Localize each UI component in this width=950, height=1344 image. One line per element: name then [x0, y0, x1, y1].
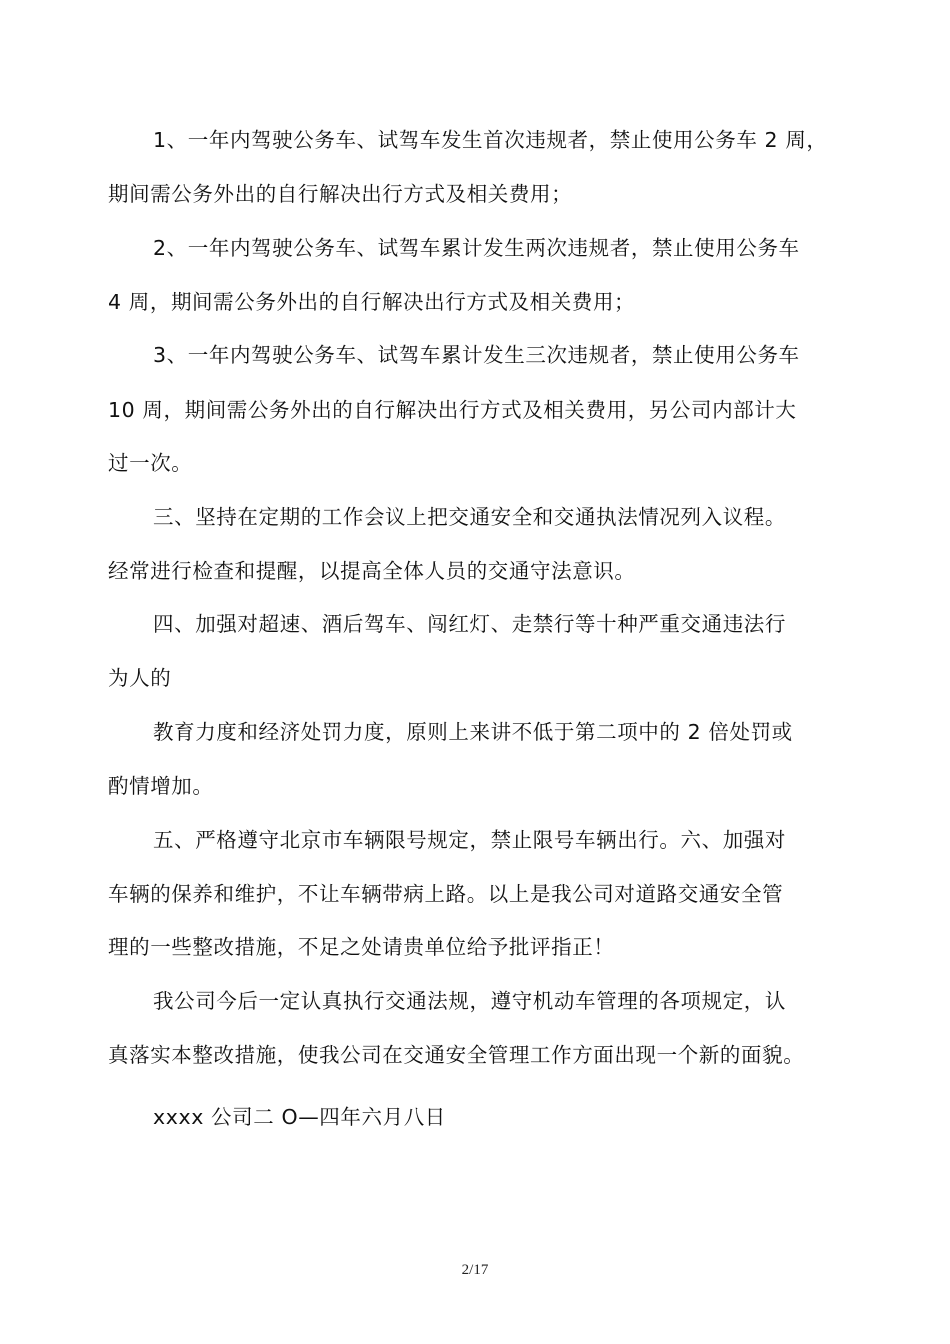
- paragraph-line: 三、坚持在定期的工作会议上把交通安全和交通执法情况列入议程。: [153, 505, 786, 529]
- paragraph-line: 车辆的保养和维护，不让车辆带病上路。以上是我公司对道路交通安全管: [108, 882, 784, 906]
- paragraph-line: 真落实本整改措施，使我公司在交通安全管理工作方面出现一个新的面貌。: [108, 1043, 805, 1067]
- paragraph-line: 四、加强对超速、酒后驾车、闯红灯、走禁行等十种严重交通违法行: [153, 612, 786, 636]
- paragraph-line: 五、严格遵守北京市车辆限号规定，禁止限号车辆出行。六、加强对: [153, 828, 786, 852]
- paragraph-line: 过一次。: [108, 451, 193, 475]
- paragraph-line: 酌情增加。: [108, 774, 214, 798]
- paragraph-line: 10 周，期间需公务外出的自行解决出行方式及相关费用，另公司内部计大: [108, 398, 797, 422]
- paragraph-line: 理的一些整改措施，不足之处请贵单位给予批评指正！: [108, 935, 615, 959]
- paragraph-line: 1、一年内驾驶公务车、试驾车发生首次违规者，禁止使用公务车 2 周，: [153, 128, 828, 152]
- paragraph-line: 2、一年内驾驶公务车、试驾车累计发生两次违规者，禁止使用公务车: [153, 236, 800, 260]
- paragraph-line: 教育力度和经济处罚力度，原则上来讲不低于第二项中的 2 倍处罚或: [153, 720, 793, 744]
- signature-date-line: xxxx 公司二 O—四年六月八日: [153, 1105, 446, 1129]
- page-number: 2/17: [461, 1262, 489, 1278]
- paragraph-line: 经常进行检查和提醒，以提高全体人员的交通守法意识。: [108, 559, 636, 583]
- paragraph-line: 期间需公务外出的自行解决出行方式及相关费用；: [108, 182, 573, 206]
- paragraph-line: 我公司今后一定认真执行交通法规，遵守机动车管理的各项规定，认: [153, 989, 786, 1013]
- paragraph-line: 4 周，期间需公务外出的自行解决出行方式及相关费用；: [108, 290, 636, 314]
- paragraph-line: 为人的: [108, 666, 172, 690]
- paragraph-line: 3、一年内驾驶公务车、试驾车累计发生三次违规者，禁止使用公务车: [153, 343, 800, 367]
